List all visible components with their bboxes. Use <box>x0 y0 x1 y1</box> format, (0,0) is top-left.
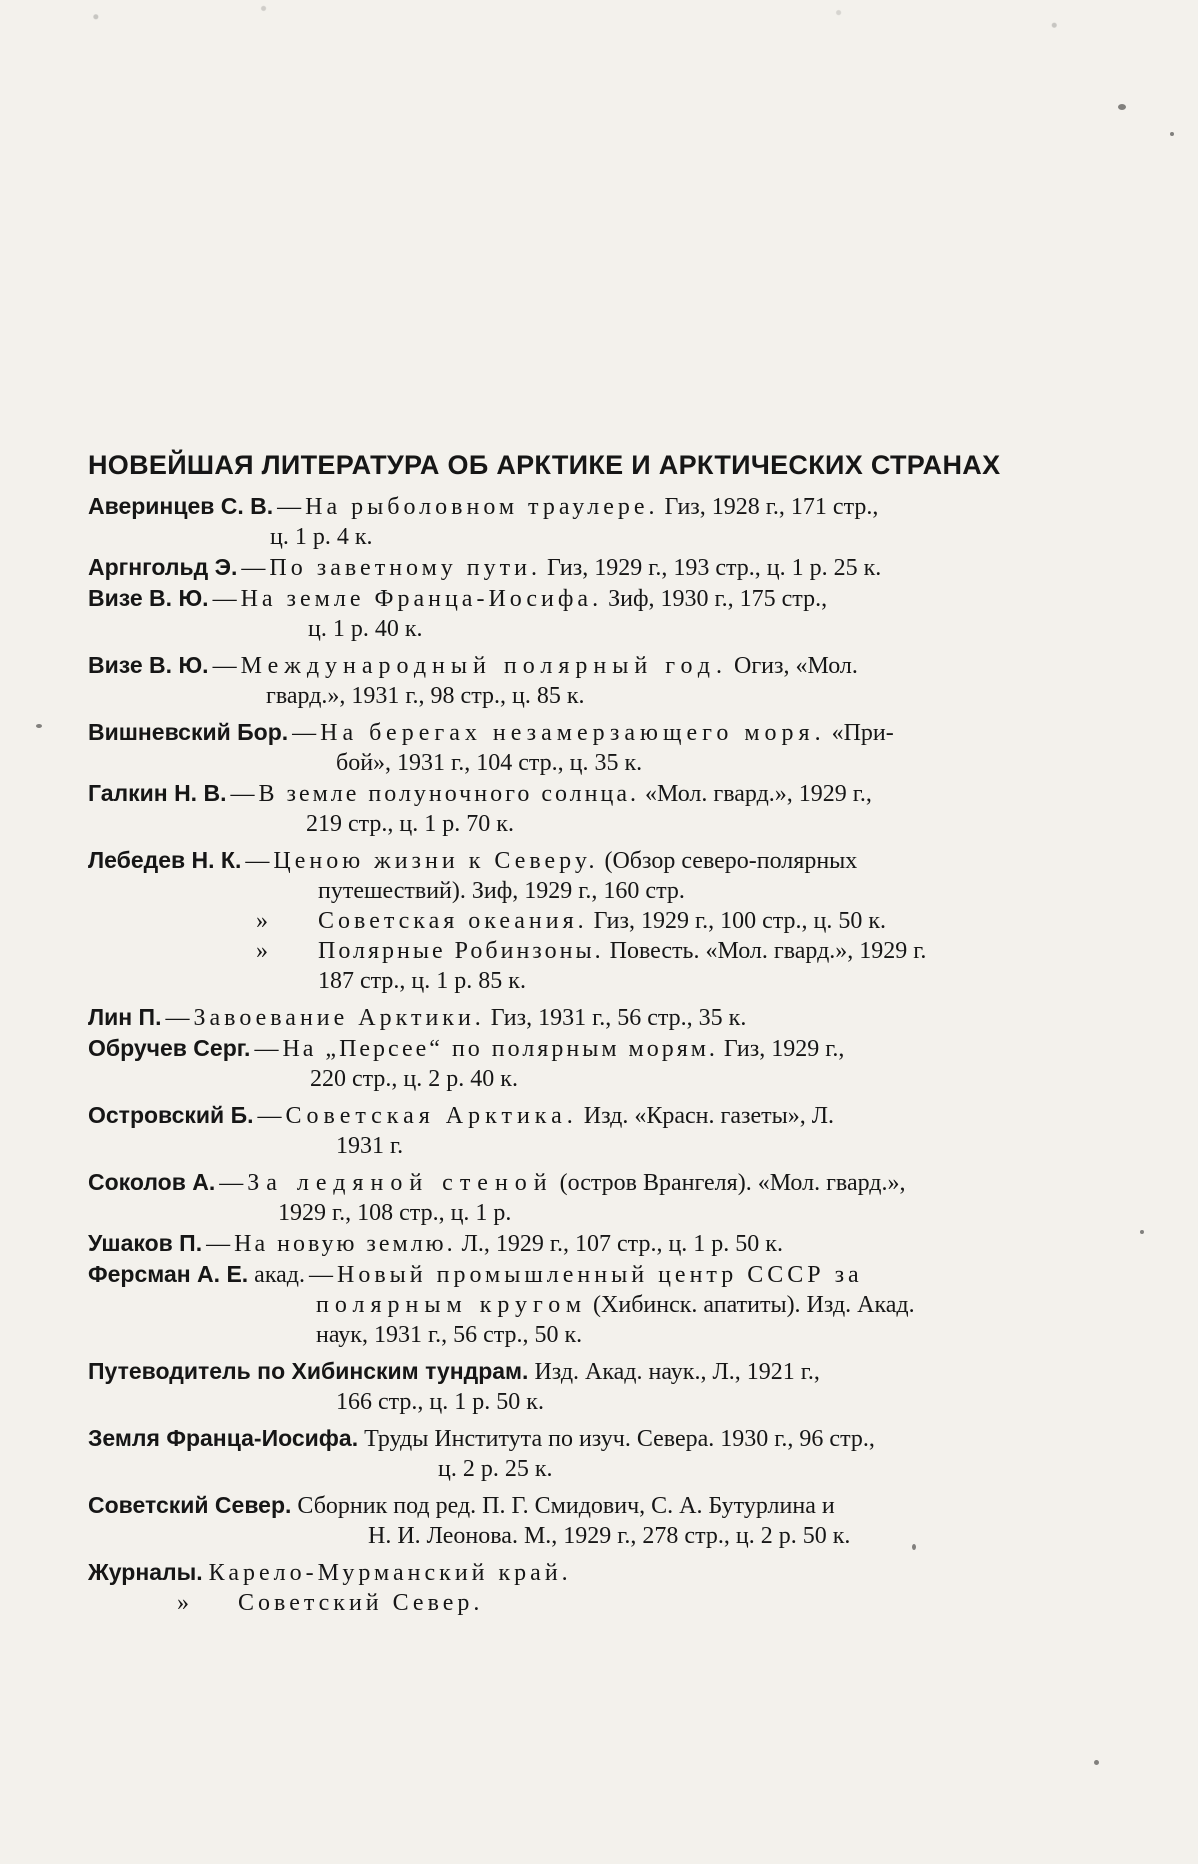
entry-rest: Гиз, 1928 г., 171 стр., <box>664 494 879 520</box>
list-item <box>88 936 1148 996</box>
list-item: Соколов А. — За ледяной стеной (остров Врангеля). «Мол. гвард.», 1929 г., 108 стр., ц. 1 р. <box>88 1167 1148 1228</box>
entry-author: Соколов А. <box>88 1169 216 1195</box>
list-item: Аргнгольд Э. — По заветному пути. Гиз, 1929 г., 193 стр., ц. 1 р. 25 к. <box>88 554 882 581</box>
entry-cont: наук, 1931 г., 56 стр., 50 к. <box>316 1322 583 1348</box>
list-item: Галкин Н. В. — В земле полуночного солнца. «Мол. гвард.», 1929 г., 219 стр., ц. 1 р. 70 к. <box>88 778 1148 839</box>
entry-rest: (остров Врангеля). «Мол. гвард.», <box>559 1170 906 1196</box>
entry-rest: Зиф, 1930 г., 175 стр., <box>608 586 828 612</box>
list-item: Обручев Серг. — На „Персее“ по полярным морям. Гиз, 1929 г., 220 стр., ц. 2 р. 40 к. <box>88 1033 1148 1094</box>
scan-speck <box>912 1544 916 1550</box>
list-item <box>88 906 1148 936</box>
entry-work: Новый промышленный центр СССР за <box>336 1262 863 1288</box>
entry-work: Ценою жизни к Северу. <box>273 848 599 874</box>
entry-rest: Гиз, 1929 г., <box>723 1036 845 1062</box>
entry-rest: Огиз, «Мол. <box>733 653 858 679</box>
entry-rest: Гиз, 1929 г., 193 стр., ц. 1 р. 25 к. <box>546 555 882 581</box>
entry-rest: Гиз, 1929 г., 100 стр., ц. 50 к. <box>593 908 887 934</box>
entry-cont: Н. И. Леонова. М., 1929 г., 278 стр., ц. 2 р. 50 к. <box>368 1523 851 1549</box>
entry-author: Визе В. Ю. <box>88 585 209 611</box>
entry-rest: Гиз, 1931 г., 56 стр., 35 к. <box>490 1005 747 1031</box>
ditto-mark: » <box>177 1590 189 1616</box>
entry-work: На земле Франца-Иосифа. <box>240 586 603 612</box>
entry-rest: Повесть. «Мол. гвард.», 1929 г. <box>609 938 927 964</box>
ditto-mark: » <box>256 938 268 964</box>
entry-cont: (Хибинск. апатиты). Изд. Акад. <box>593 1292 915 1318</box>
list-item: Визе В. Ю. — Международный полярный год. Огиз, «Мол. гвард.», 1931 г., 98 стр., ц. 85 к. <box>88 650 1148 711</box>
entry-author: Лебедев Н. К. <box>88 847 242 873</box>
entry-cont: ц. 1 р. 4 к. <box>270 524 373 550</box>
entry-rest: «Мол. гвард.», 1929 г., <box>644 781 872 807</box>
list-item <box>88 1423 1148 1484</box>
entry-work: Международный полярный год. <box>240 653 728 679</box>
entry-cont: ц. 2 р. 25 к. <box>438 1456 553 1482</box>
entry-author: Лин П. <box>88 1004 162 1030</box>
entry-cont: гвард.», 1931 г., 98 стр., ц. 85 к. <box>266 683 585 709</box>
entry-author: Советский Север. <box>88 1492 292 1518</box>
entry-work: На рыболовном траулере. <box>305 494 659 520</box>
entry-cont-work: полярным кругом <box>316 1292 588 1318</box>
entry-author: Визе В. Ю. <box>88 652 209 678</box>
list-item: Визе В. Ю. — На земле Франца-Иосифа. Зиф, 1930 г., 175 стр., ц. 1 р. 40 к. <box>88 583 1148 644</box>
entry-author: Островский Б. <box>88 1102 254 1128</box>
entry-author: Журналы. <box>88 1559 203 1585</box>
scan-speck <box>1170 132 1174 136</box>
entry-work: На берегах незамерзающего моря. <box>320 720 826 746</box>
entry-author: Аргнгольд Э. <box>88 554 238 580</box>
entry-cont: бой», 1931 г., 104 стр., ц. 35 к. <box>336 750 643 776</box>
entry-work: На „Персее“ по полярным морям. <box>282 1036 718 1062</box>
entry-work: За ледяной стеной <box>247 1170 554 1196</box>
list-item: Ферсман А. Е. акад. — Новый промышленный центр СССР за полярным кругом (Хибинск. апатиты). Изд. Акад. наук, 1931 г., 56 стр., 50 к. <box>88 1259 1148 1350</box>
entry-work: В земле полуночного солнца. <box>258 781 639 807</box>
entry-rest: Сборник под ред. П. Г. Смидович, С. А. Бутурлина и <box>297 1493 835 1519</box>
scan-speck <box>1118 104 1126 110</box>
entry-work: На новую землю. <box>234 1231 456 1257</box>
ditto-mark: » <box>256 908 268 934</box>
scan-speck <box>1094 1760 1099 1765</box>
entry-cont: 1931 г. <box>336 1133 404 1159</box>
entry-author: Путеводитель по Хибинским тундрам. <box>88 1358 529 1384</box>
entry-work: Завоевание Арктики. <box>193 1005 485 1031</box>
list-item <box>88 1356 1148 1417</box>
entry-author: Земля Франца-Иосифа. <box>88 1425 359 1451</box>
entry-author: Обручев Серг. <box>88 1035 251 1061</box>
page-title: НОВЕЙШАЯ ЛИТЕРАТУРА ОБ АРКТИКЕ И АРКТИЧЕСКИХ СТРАНАХ <box>88 450 1001 480</box>
list-item <box>88 1490 1148 1551</box>
entry-author: Аверинцев С. В. <box>88 493 274 519</box>
entry-work: Карело-Мурманский край. <box>208 1560 572 1586</box>
entry-cont: 187 стр., ц. 1 р. 85 к. <box>318 968 526 994</box>
entry-rest: Л., 1929 г., 107 стр., ц. 1 р. 50 к. <box>461 1231 783 1257</box>
entry-author: Галкин Н. В. <box>88 780 227 806</box>
list-item: Лин П. — Завоевание Арктики. Гиз, 1931 г., 56 стр., 35 к. <box>88 1004 747 1031</box>
entry-author: Ферсман А. Е. <box>88 1261 249 1287</box>
list-item <box>88 1557 1148 1588</box>
scan-speck <box>36 724 42 728</box>
entry-cont: 166 стр., ц. 1 р. 50 к. <box>336 1389 544 1415</box>
entry-work: Советская океания. <box>318 908 588 934</box>
list-item: Лебедев Н. К. — Ценою жизни к Северу. (Обзор северо-полярных путешествий). Зиф, 1929 г., 160 стр. <box>88 845 1148 906</box>
entry-cont: 1929 г., 108 стр., ц. 1 р. <box>278 1200 512 1226</box>
list-item: Ушаков П. — На новую землю. Л., 1929 г., 107 стр., ц. 1 р. 50 к. <box>88 1230 783 1257</box>
list-item: Вишневский Бор. — На берегах незамерзающего моря. «При- бой», 1931 г., 104 стр., ц. 35 к. <box>88 717 1148 778</box>
entry-author: Вишневский Бор. <box>88 719 289 745</box>
entry-cont: 220 стр., ц. 2 р. 40 к. <box>310 1066 518 1092</box>
list-item: Аверинцев С. В. — На рыболовном траулере. Гиз, 1928 г., 171 стр., ц. 1 р. 4 к. <box>88 491 1148 552</box>
entry-cont: ц. 1 р. 40 к. <box>308 616 423 642</box>
entry-cont: 219 стр., ц. 1 р. 70 к. <box>306 811 514 837</box>
entry-rest: Изд. «Красн. газеты», Л. <box>583 1103 835 1129</box>
scan-noise <box>0 0 1198 420</box>
entry-prefix: акад. <box>254 1262 305 1288</box>
entry-rest: Труды Института по изуч. Севера. 1930 г., 96 стр., <box>364 1426 875 1452</box>
list-item <box>88 1588 1148 1618</box>
entry-rest: «При- <box>831 720 894 746</box>
entry-work: Советский Север. <box>238 1590 484 1616</box>
entry-work: Полярные Робинзоны. <box>318 938 604 964</box>
entry-author: Ушаков П. <box>88 1230 203 1256</box>
bibliography <box>88 450 1148 1618</box>
entry-work: По заветному пути. <box>269 555 541 581</box>
entry-rest: (Обзор северо-полярных <box>604 848 858 874</box>
list-item: Островский Б. — Советская Арктика. Изд. «Красн. газеты», Л. 1931 г. <box>88 1100 1148 1161</box>
entry-rest: Изд. Акад. наук., Л., 1921 г., <box>534 1359 820 1385</box>
entry-cont: путешествий). Зиф, 1929 г., 160 стр. <box>318 878 685 904</box>
scan-speck <box>1140 1230 1144 1234</box>
entry-work: Советская Арктика. <box>285 1103 578 1129</box>
